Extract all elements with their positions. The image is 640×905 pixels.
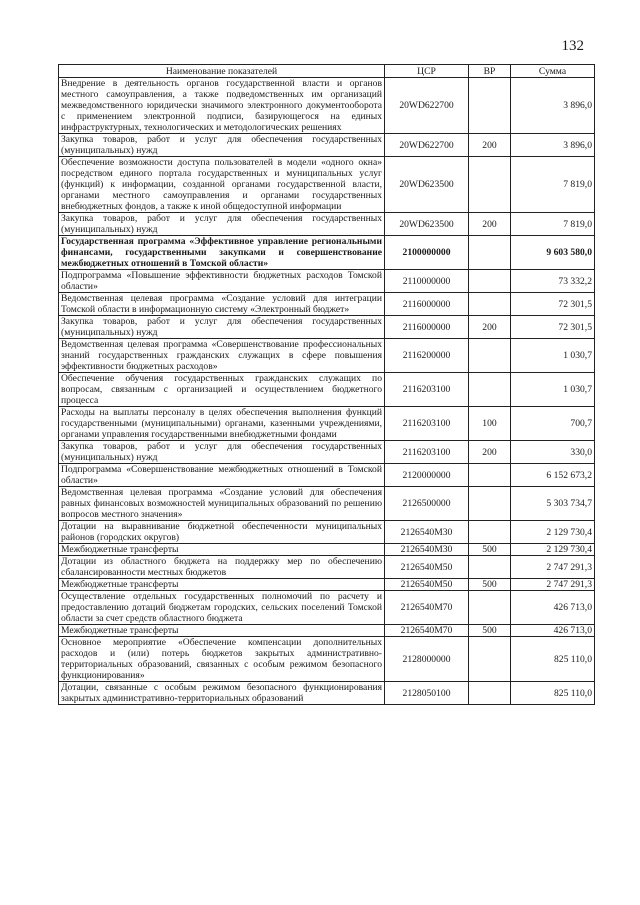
row-name-cell: Ведомственная целевая программа «Совершенствование профессиональных знаний государственных гражданских служащих в сфере повышения эффективности бюджетных расходов» xyxy=(59,339,385,373)
row-name-cell: Обеспечение обучения государственных гражданских служащих по вопросам, связанным с организацией и осуществлением бюджетного процесса xyxy=(59,373,385,407)
row-vr-cell xyxy=(469,637,511,682)
table-row xyxy=(59,373,595,407)
table-header-row xyxy=(59,65,595,78)
row-name-cell: Обеспечение возможности доступа пользователей в модели «одного окна» посредством единого портала государственных и муниципальных услуг (функций) к информации, созданной органами государственной власти, органами местного самоуправления и органами государственных внебюджетных фондов, а также к иной общедоступной информации xyxy=(59,157,385,213)
row-name-cell: Закупка товаров, работ и услуг для обеспечения государственных (муниципальных) нужд xyxy=(59,213,385,236)
table-row xyxy=(59,293,595,316)
table-row xyxy=(59,213,595,236)
table-row xyxy=(59,339,595,373)
row-vr-cell xyxy=(469,487,511,521)
row-name-cell: Подпрограмма «Совершенствование межбюджетных отношений в Томской области» xyxy=(59,464,385,487)
row-vr-cell xyxy=(469,78,511,134)
row-vr-cell: 200 xyxy=(469,441,511,464)
row-name-cell: Подпрограмма «Повышение эффективности бюджетных расходов Томской области» xyxy=(59,270,385,293)
row-name-cell: Дотации, связанные с особым режимом безопасного функционирования закрытых административно-территориальных образований xyxy=(59,682,385,705)
table-row xyxy=(59,487,595,521)
header-sum: Сумма xyxy=(511,65,595,78)
table-row xyxy=(59,236,595,270)
row-sum-cell: 330,0 xyxy=(511,441,595,464)
table-row xyxy=(59,316,595,339)
table-row xyxy=(59,625,595,637)
header-code: ЦСР xyxy=(385,65,469,78)
table-row xyxy=(59,270,595,293)
row-sum-cell: 3 896,0 xyxy=(511,78,595,134)
row-code-cell: 2128000000 xyxy=(385,637,469,682)
row-name-cell: Закупка товаров, работ и услуг для обеспечения государственных (муниципальных) нужд xyxy=(59,441,385,464)
row-code-cell: 20WD623500 xyxy=(385,157,469,213)
row-sum-cell: 2 129 730,4 xyxy=(511,544,595,556)
row-code-cell: 2126540М50 xyxy=(385,579,469,591)
row-name-cell: Внедрение в деятельность органов государственной власти и органов местного самоуправления, а также подведомственных им организаций межведомственного юридически значимого электронного документооборота с применением электронной подписи, базирующегося на единых инфраструктурных, технологических и методологических решениях xyxy=(59,78,385,134)
row-name-cell: Ведомственная целевая программа «Создание условий для интеграции Томской области в информационную систему «Электронный бюджет» xyxy=(59,293,385,316)
row-sum-cell: 426 713,0 xyxy=(511,591,595,625)
row-vr-cell xyxy=(469,293,511,316)
row-name-cell: Межбюджетные трансферты xyxy=(59,579,385,591)
header-vr: ВР xyxy=(469,65,511,78)
page-number: 132 xyxy=(561,38,584,54)
row-name-cell: Межбюджетные трансферты xyxy=(59,544,385,556)
row-sum-cell: 3 896,0 xyxy=(511,134,595,157)
row-sum-cell: 72 301,5 xyxy=(511,316,595,339)
row-vr-cell xyxy=(469,682,511,705)
row-code-cell: 2126540М70 xyxy=(385,625,469,637)
row-code-cell: 2116203100 xyxy=(385,373,469,407)
row-vr-cell xyxy=(469,157,511,213)
row-code-cell: 2126540М30 xyxy=(385,521,469,544)
row-vr-cell xyxy=(469,464,511,487)
row-name-cell: Межбюджетные трансферты xyxy=(59,625,385,637)
table-row xyxy=(59,134,595,157)
row-code-cell: 2126540М70 xyxy=(385,591,469,625)
header-name: Наименование показателей xyxy=(59,65,385,78)
row-sum-cell: 72 301,5 xyxy=(511,293,595,316)
row-sum-cell: 2 129 730,4 xyxy=(511,521,595,544)
row-sum-cell: 2 747 291,3 xyxy=(511,579,595,591)
row-vr-cell xyxy=(469,270,511,293)
row-sum-cell: 9 603 580,0 xyxy=(511,236,595,270)
row-code-cell: 2116000000 xyxy=(385,316,469,339)
row-name-cell: Дотации на выравнивание бюджетной обеспеченности муниципальных районов (городских округов) xyxy=(59,521,385,544)
row-code-cell: 2110000000 xyxy=(385,270,469,293)
row-sum-cell: 700,7 xyxy=(511,407,595,441)
row-sum-cell: 7 819,0 xyxy=(511,157,595,213)
budget-table xyxy=(58,64,595,705)
row-code-cell: 2116203100 xyxy=(385,407,469,441)
table-row xyxy=(59,157,595,213)
row-vr-cell xyxy=(469,591,511,625)
row-sum-cell: 825 110,0 xyxy=(511,637,595,682)
row-vr-cell: 500 xyxy=(469,625,511,637)
row-code-cell: 2100000000 xyxy=(385,236,469,270)
row-code-cell: 2128050100 xyxy=(385,682,469,705)
row-name-cell: Дотации из областного бюджета на поддержку мер по обеспечению сбалансированности местных бюджетов xyxy=(59,556,385,579)
row-sum-cell: 5 303 734,7 xyxy=(511,487,595,521)
row-vr-cell xyxy=(469,236,511,270)
row-code-cell: 2120000000 xyxy=(385,464,469,487)
row-vr-cell: 200 xyxy=(469,213,511,236)
row-sum-cell: 7 819,0 xyxy=(511,213,595,236)
row-vr-cell xyxy=(469,339,511,373)
row-vr-cell: 200 xyxy=(469,316,511,339)
table-row xyxy=(59,407,595,441)
row-code-cell: 2116000000 xyxy=(385,293,469,316)
row-code-cell: 2116203100 xyxy=(385,441,469,464)
row-vr-cell xyxy=(469,556,511,579)
table-body xyxy=(59,78,595,705)
table-row xyxy=(59,682,595,705)
table-row xyxy=(59,521,595,544)
row-code-cell: 20WD622700 xyxy=(385,78,469,134)
row-code-cell: 20WD622700 xyxy=(385,134,469,157)
row-sum-cell: 2 747 291,3 xyxy=(511,556,595,579)
table-row xyxy=(59,591,595,625)
table-row xyxy=(59,78,595,134)
row-sum-cell: 1 030,7 xyxy=(511,373,595,407)
row-name-cell: Осуществление отдельных государственных полномочий по расчету и предоставлению дотаций бюджетам городских, сельских поселений Томской области за счет средств областного бюджета xyxy=(59,591,385,625)
row-vr-cell xyxy=(469,373,511,407)
row-name-cell: Ведомственная целевая программа «Создание условий для обеспечения равных финансовых возможностей муниципальных образований по решению вопросов местного значения» xyxy=(59,487,385,521)
table-row xyxy=(59,464,595,487)
row-vr-cell: 200 xyxy=(469,134,511,157)
row-sum-cell: 426 713,0 xyxy=(511,625,595,637)
row-code-cell: 2116200000 xyxy=(385,339,469,373)
row-sum-cell: 6 152 673,2 xyxy=(511,464,595,487)
row-vr-cell: 500 xyxy=(469,579,511,591)
table-row xyxy=(59,544,595,556)
row-vr-cell xyxy=(469,521,511,544)
row-code-cell: 2126500000 xyxy=(385,487,469,521)
table-row xyxy=(59,441,595,464)
table-row xyxy=(59,637,595,682)
row-sum-cell: 1 030,7 xyxy=(511,339,595,373)
table-row xyxy=(59,556,595,579)
row-code-cell: 2126540М50 xyxy=(385,556,469,579)
row-sum-cell: 73 332,2 xyxy=(511,270,595,293)
row-sum-cell: 825 110,0 xyxy=(511,682,595,705)
row-name-cell: Основное мероприятие «Обеспечение компенсации дополнительных расходов и (или) потерь бюджетов закрытых административно-территориальных образований, связанных с особым режимом безопасного функционирования» xyxy=(59,637,385,682)
table-row xyxy=(59,579,595,591)
row-code-cell: 20WD623500 xyxy=(385,213,469,236)
row-vr-cell: 500 xyxy=(469,544,511,556)
row-code-cell: 2126540М30 xyxy=(385,544,469,556)
row-name-cell: Закупка товаров, работ и услуг для обеспечения государственных (муниципальных) нужд xyxy=(59,316,385,339)
row-vr-cell: 100 xyxy=(469,407,511,441)
row-name-cell: Закупка товаров, работ и услуг для обеспечения государственных (муниципальных) нужд xyxy=(59,134,385,157)
row-name-cell: Государственная программа «Эффективное управление региональными финансами, государственными закупками и совершенствование межбюджетных отношений в Томской области» xyxy=(59,236,385,270)
row-name-cell: Расходы на выплаты персоналу в целях обеспечения выполнения функций государственными (муниципальными) органами, казенными учреждениями, органами управления государственными внебюджетными фондами xyxy=(59,407,385,441)
